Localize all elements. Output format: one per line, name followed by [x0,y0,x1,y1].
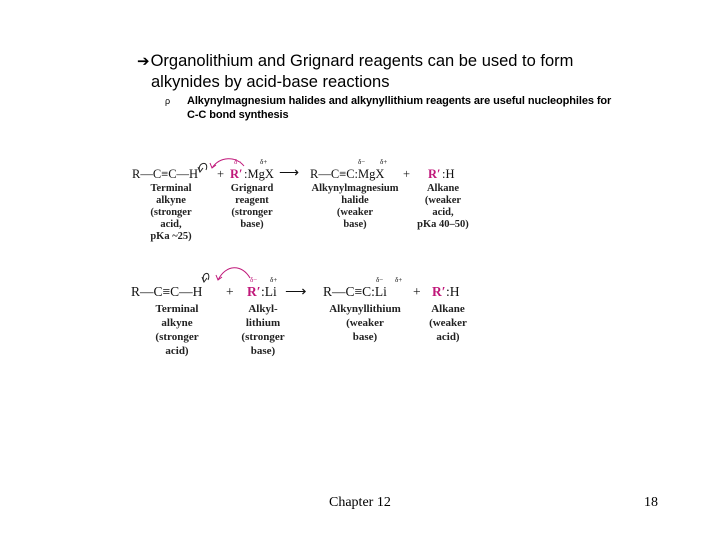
product-alkynyllithium: R—C≡C:Li [323,284,387,299]
product-hydrogen: :H [446,284,460,299]
title-line-1: ➔Organolithium and Grignard reagents can be used to form [137,52,574,70]
reactant-terminal-alkyne: R—C≡C—H [132,167,199,181]
partial-charge-negative: δ− [234,158,242,166]
partial-charge-positive: δ+ [380,158,388,166]
reaction-arrow-icon: ⟶ [279,166,300,181]
slide-title [137,51,697,92]
sub-bullet [165,95,705,122]
plus-sign: + [217,167,225,181]
label-terminal-alkyne: Terminal alkyne (stronger acid, pKa ~25) [150,183,192,242]
title-line-2: alkynides by acid-base reactions [151,73,390,91]
product-alkynylmagnesium: R—C≡C:MgX [310,167,385,181]
label-alkane: Alkane (weaker acid, pKa 40–50) [417,183,469,230]
reaction-arrow-icon: ⟶ [285,284,307,300]
partial-charge-negative: δ− [358,158,366,166]
sub-bullet-line-1: Alkynylmagnesium halides and alkynyllithium reagents are useful nucleophiles for [187,95,612,107]
label-grignard-reagent: Grignard reagent (stronger base) [230,183,274,230]
page-number: 18 [644,495,658,510]
label-alkane: Alkane (weaker acid) [429,303,467,343]
plus-sign: + [226,284,234,299]
partial-charge-negative: δ− [376,276,384,284]
plus-sign: + [403,167,411,181]
product-r-group: R′ [428,167,441,181]
arrow-bullet-icon: ➔ [137,53,150,70]
product-r-group: R′ [432,284,446,299]
sub-bullet-line-2: C-C bond synthesis [187,108,289,121]
footer-chapter: Chapter 12 [329,495,391,510]
reagent-mgx: :MgX [244,167,274,181]
label-alkynyllithium: Alkynyllithium (weaker base) [329,303,401,343]
label-terminal-alkyne: Terminal alkyne (stronger acid) [155,303,199,357]
partial-charge-positive: δ+ [395,276,403,284]
sub-bullet-icon: ρ [165,96,171,106]
reagent-r-group: R′ [247,284,261,299]
reagent-li: :Li [261,284,277,299]
reactant-terminal-alkyne: R—C≡C—H [131,284,203,299]
label-alkynylmagnesium-halide: Alkynylmagnesium halide (weaker base) [311,183,399,230]
partial-charge-positive: δ+ [270,276,278,284]
partial-charge-negative: δ− [250,276,258,284]
product-hydrogen: :H [442,167,455,181]
plus-sign: + [413,284,421,299]
label-alkyllithium: Alkyl- lithium (stronger base) [241,303,285,357]
partial-charge-positive: δ+ [260,158,268,166]
reagent-r-group: R′ [230,167,243,181]
